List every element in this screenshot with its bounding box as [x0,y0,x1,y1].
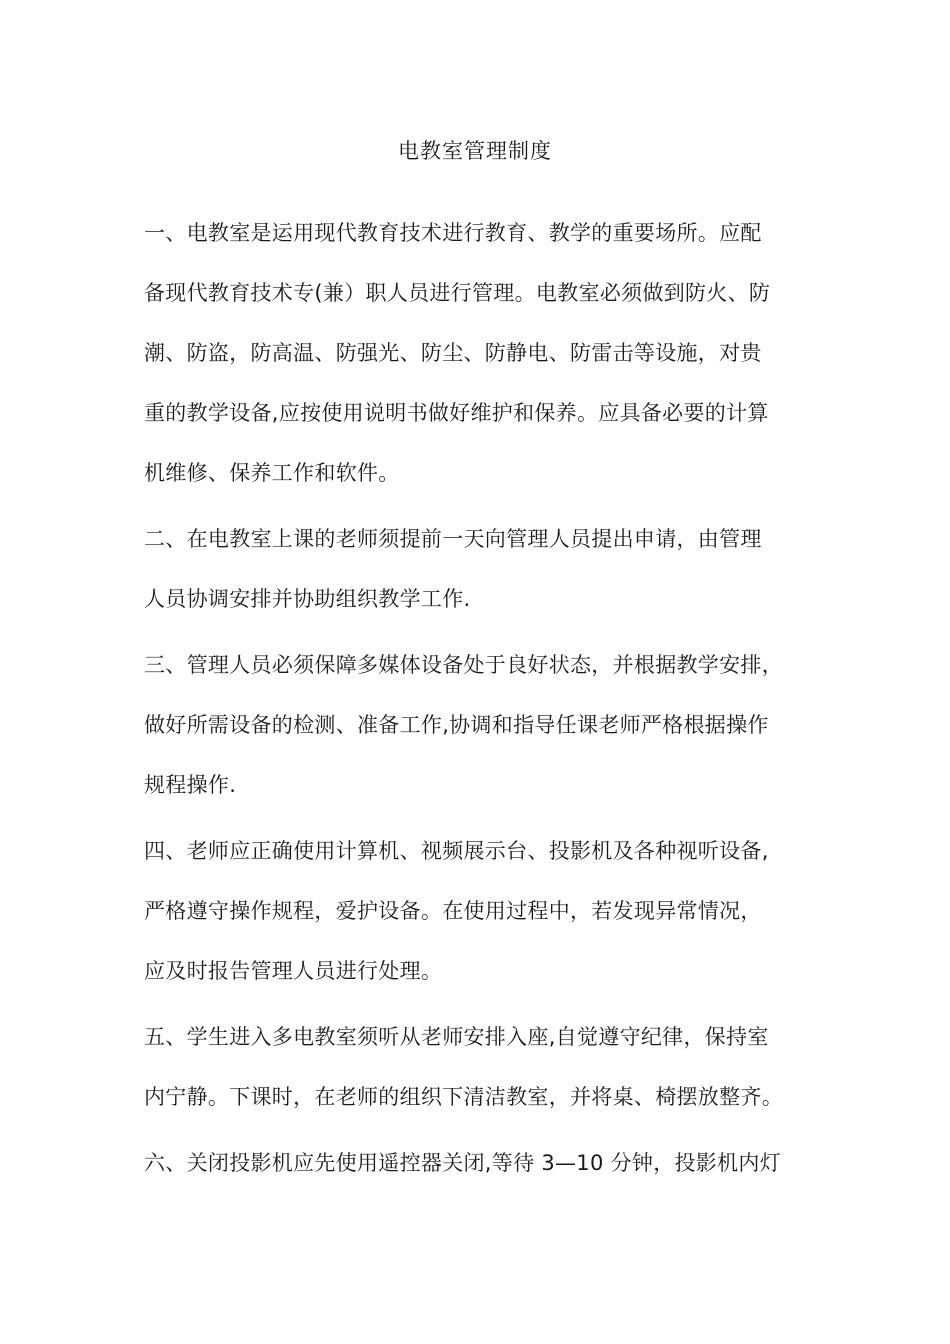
paragraph-line: 潮、防盗，防高温、防强光、防尘、防静电、防雷击等设施，对贵 [144,341,762,365]
paragraph-line: 机维修、保养工作和软件。 [144,461,400,485]
document-title: 电教室管理制度 [398,139,552,163]
paragraph-line: 四、老师应正确使用计算机、视频展示台、投影机及各种视听设备, [144,839,769,863]
paragraph-4 [144,821,814,1001]
paragraph-3 [144,635,814,815]
paragraph-line: 二、在电教室上课的老师须提前一天向管理人员提出申请，由管理 [144,527,762,551]
paragraph-2 [144,509,814,629]
paragraph-line: 六、关闭投影机应先使用遥控器关闭,等待 3—10 分钟，投影机内灯 [144,1151,782,1175]
paragraph-1 [144,203,814,503]
document-body [144,203,814,1199]
paragraph-line: 备现代教育技术专(兼）职人员进行管理。电教室必须做到防火、防 [144,281,771,305]
paragraph-line: 应及时报告管理人员进行处理。 [144,959,443,983]
paragraph-line: 规程操作. [144,773,237,797]
paragraph-line: 重的教学设备,应按使用说明书做好维护和保养。应具备必要的计算 [144,401,769,425]
paragraph-line: 人员协调安排并协助组织教学工作. [144,587,471,611]
paragraph-line: 内宁静。下课时，在老师的组织下清洁教室，并将桌、椅摆放整齐。 [144,1085,783,1109]
paragraph-line: 五、学生进入多电教室须听从老师安排入座,自觉遵守纪律，保持室 [144,1025,769,1049]
paragraph-line: 三、管理人员必须保障多媒体设备处于良好状态，并根据教学安排， [144,653,783,677]
paragraph-line: 一、电教室是运用现代教育技术进行教育、教学的重要场所。应配 [144,221,762,245]
paragraph-5 [144,1007,814,1127]
paragraph-6 [144,1133,814,1193]
paragraph-line: 做好所需设备的检测、准备工作,协调和指导任课老师严格根据操作 [144,713,769,737]
paragraph-line: 严格遵守操作规程，爱护设备。在使用过程中，若发现异常情况， [144,899,762,923]
